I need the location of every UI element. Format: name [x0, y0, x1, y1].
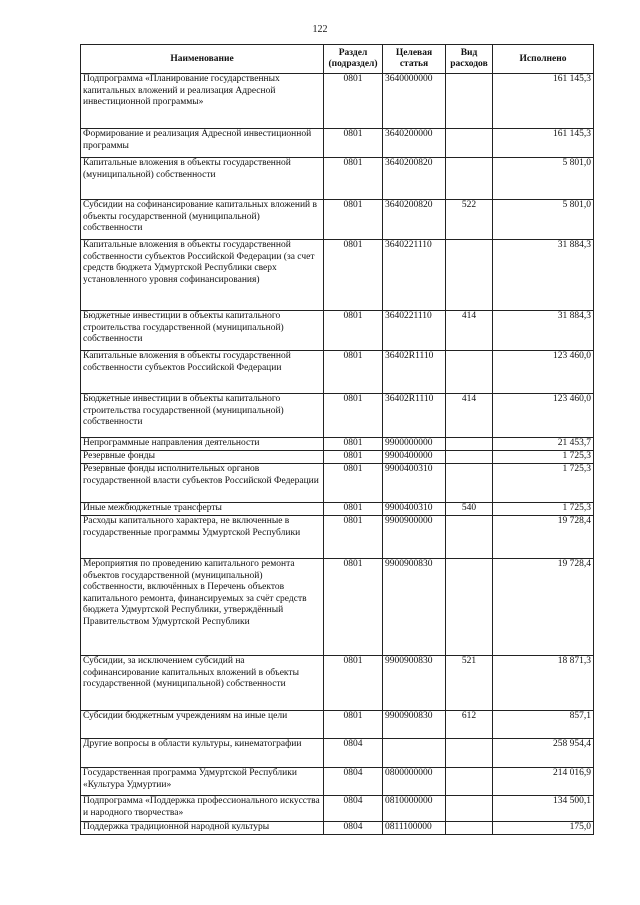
- row-amount: 5 801,0: [493, 158, 594, 200]
- row-name: Другие вопросы в области культуры, кинематографии: [81, 739, 324, 768]
- row-expense-type: [446, 451, 493, 464]
- row-expense-type: [446, 129, 493, 158]
- row-name: Иные межбюджетные трансферты: [81, 503, 324, 516]
- row-section: 0801: [324, 559, 383, 656]
- row-amount: 1 725,3: [493, 451, 594, 464]
- header-row: [81, 45, 594, 74]
- row-expense-type: [446, 464, 493, 503]
- row-section: 0801: [324, 351, 383, 394]
- row-target: 3640221110: [383, 311, 446, 351]
- row-expense-type: 612: [446, 711, 493, 739]
- row-name: Капитальные вложения в объекты государственной собственности субъектов Российской Федерации: [81, 351, 324, 394]
- table-row: [81, 394, 594, 438]
- row-expense-type: [446, 74, 493, 129]
- row-section: 0801: [324, 656, 383, 711]
- row-expense-type: 540: [446, 503, 493, 516]
- row-expense-type: 522: [446, 200, 493, 240]
- table-row: [81, 739, 594, 768]
- row-name: Резервные фонды: [81, 451, 324, 464]
- row-expense-type: 414: [446, 394, 493, 438]
- row-section: 0801: [324, 158, 383, 200]
- row-expense-type: [446, 822, 493, 835]
- row-name: Резервные фонды исполнительных органов государственной власти субъектов Российской Федерации: [81, 464, 324, 503]
- page-number: 122: [312, 24, 328, 35]
- row-section: 0801: [324, 129, 383, 158]
- row-amount: 31 884,3: [493, 240, 594, 311]
- row-amount: 123 460,0: [493, 351, 594, 394]
- row-name: Субсидии на софинансирование капитальных вложений в объекты государственной (муниципальной) собственности: [81, 200, 324, 240]
- row-amount: 134 500,1: [493, 796, 594, 822]
- row-amount: 18 871,3: [493, 656, 594, 711]
- row-target: 3640221110: [383, 240, 446, 311]
- row-expense-type: [446, 240, 493, 311]
- table-row: [81, 451, 594, 464]
- row-section: 0804: [324, 768, 383, 796]
- row-expense-type: 414: [446, 311, 493, 351]
- row-target: 9900400310: [383, 503, 446, 516]
- table-row: [81, 796, 594, 822]
- row-section: 0801: [324, 74, 383, 129]
- col-header-expense-type: Вид расходов: [446, 45, 493, 74]
- row-section: 0804: [324, 822, 383, 835]
- row-expense-type: [446, 516, 493, 559]
- table-row: [81, 240, 594, 311]
- row-section: 0801: [324, 240, 383, 311]
- row-expense-type: [446, 351, 493, 394]
- row-amount: 19 728,4: [493, 516, 594, 559]
- row-expense-type: [446, 739, 493, 768]
- col-header-target: Целевая статья: [383, 45, 446, 74]
- row-target: 3640000000: [383, 74, 446, 129]
- row-target: 3640200820: [383, 200, 446, 240]
- row-target: 9900400000: [383, 451, 446, 464]
- row-section: 0804: [324, 796, 383, 822]
- row-target: 0810000000: [383, 796, 446, 822]
- row-name: Бюджетные инвестиции в объекты капитального строительства государственной (муниципальной) собственности: [81, 311, 324, 351]
- row-amount: 5 801,0: [493, 200, 594, 240]
- row-name: Подпрограмма «Планирование государственных капитальных вложений и реализация Адресной инвестиционной программы»: [81, 74, 324, 129]
- row-amount: 123 460,0: [493, 394, 594, 438]
- table-row: [81, 129, 594, 158]
- row-target: 3640200820: [383, 158, 446, 200]
- col-header-section: Раздел (подраздел): [324, 45, 383, 74]
- row-amount: 258 954,4: [493, 739, 594, 768]
- col-header-name: Наименование: [81, 45, 324, 74]
- row-amount: 19 728,4: [493, 559, 594, 656]
- row-section: 0801: [324, 451, 383, 464]
- row-name: Капитальные вложения в объекты государственной собственности субъектов Российской Федерации (за счет средств бюджета Удмуртской Республики сверх установленного уровня софинансирования): [81, 240, 324, 311]
- row-target: 0811100000: [383, 822, 446, 835]
- table-row: [81, 200, 594, 240]
- row-expense-type: 521: [446, 656, 493, 711]
- table-row: [81, 351, 594, 394]
- row-name: Бюджетные инвестиции в объекты капитального строительства государственной (муниципальной) собственности: [81, 394, 324, 438]
- row-target: 36402R1110: [383, 351, 446, 394]
- row-name: Формирование и реализация Адресной инвестиционной программы: [81, 129, 324, 158]
- row-expense-type: [446, 796, 493, 822]
- table-row: [81, 822, 594, 835]
- row-amount: 857,1: [493, 711, 594, 739]
- table-row: [81, 711, 594, 739]
- row-target: 9900900830: [383, 656, 446, 711]
- table-row: [81, 438, 594, 451]
- row-amount: 161 145,3: [493, 129, 594, 158]
- row-name: Государственная программа Удмуртской Республики «Культура Удмуртии»: [81, 768, 324, 796]
- row-amount: 1 725,3: [493, 464, 594, 503]
- table-row: [81, 74, 594, 129]
- row-name: Субсидии бюджетным учреждениям на иные цели: [81, 711, 324, 739]
- row-target: 3640200000: [383, 129, 446, 158]
- row-amount: 31 884,3: [493, 311, 594, 351]
- row-target: 9900900830: [383, 711, 446, 739]
- row-expense-type: [446, 158, 493, 200]
- row-target: 0800000000: [383, 768, 446, 796]
- row-target: 9900400310: [383, 464, 446, 503]
- table-row: [81, 768, 594, 796]
- row-section: 0801: [324, 438, 383, 451]
- row-target: 9900900000: [383, 516, 446, 559]
- row-amount: 21 453,7: [493, 438, 594, 451]
- table-row: [81, 464, 594, 503]
- table-row: [81, 656, 594, 711]
- table-row: [81, 503, 594, 516]
- row-section: 0801: [324, 394, 383, 438]
- row-expense-type: [446, 438, 493, 451]
- row-expense-type: [446, 559, 493, 656]
- row-section: 0801: [324, 311, 383, 351]
- row-name: Поддержка традиционной народной культуры: [81, 822, 324, 835]
- row-target: 9900900830: [383, 559, 446, 656]
- row-expense-type: [446, 768, 493, 796]
- row-target: [383, 739, 446, 768]
- row-amount: 161 145,3: [493, 74, 594, 129]
- row-section: 0801: [324, 464, 383, 503]
- row-section: 0801: [324, 516, 383, 559]
- col-header-executed: Исполнено: [493, 45, 594, 74]
- row-name: Капитальные вложения в объекты государственной (муниципальной) собственности: [81, 158, 324, 200]
- row-amount: 1 725,3: [493, 503, 594, 516]
- row-name: Мероприятия по проведению капитального ремонта объектов государственной (муниципальной) собственности, включённых в Перечень объектов капитального ремонта, финансируемых за счёт средств бюджета Удмуртской Республики, утверждённый Правительством Удмуртской Республики: [81, 559, 324, 656]
- table-row: [81, 516, 594, 559]
- row-amount: 175,0: [493, 822, 594, 835]
- budget-table: [80, 44, 594, 835]
- row-target: 36402R1110: [383, 394, 446, 438]
- row-name: Субсидии, за исключением субсидий на софинансирование капитальных вложений в объекты государственной (муниципальной) собственности: [81, 656, 324, 711]
- table-row: [81, 311, 594, 351]
- row-amount: 214 016,9: [493, 768, 594, 796]
- row-name: Непрограммные направления деятельности: [81, 438, 324, 451]
- row-section: 0804: [324, 739, 383, 768]
- row-section: 0801: [324, 503, 383, 516]
- row-name: Расходы капитального характера, не включенные в государственные программы Удмуртской Республики: [81, 516, 324, 559]
- row-target: 9900000000: [383, 438, 446, 451]
- row-name: Подпрограмма «Поддержка профессионального искусства и народного творчества»: [81, 796, 324, 822]
- row-section: 0801: [324, 711, 383, 739]
- table-row: [81, 158, 594, 200]
- table-row: [81, 559, 594, 656]
- row-section: 0801: [324, 200, 383, 240]
